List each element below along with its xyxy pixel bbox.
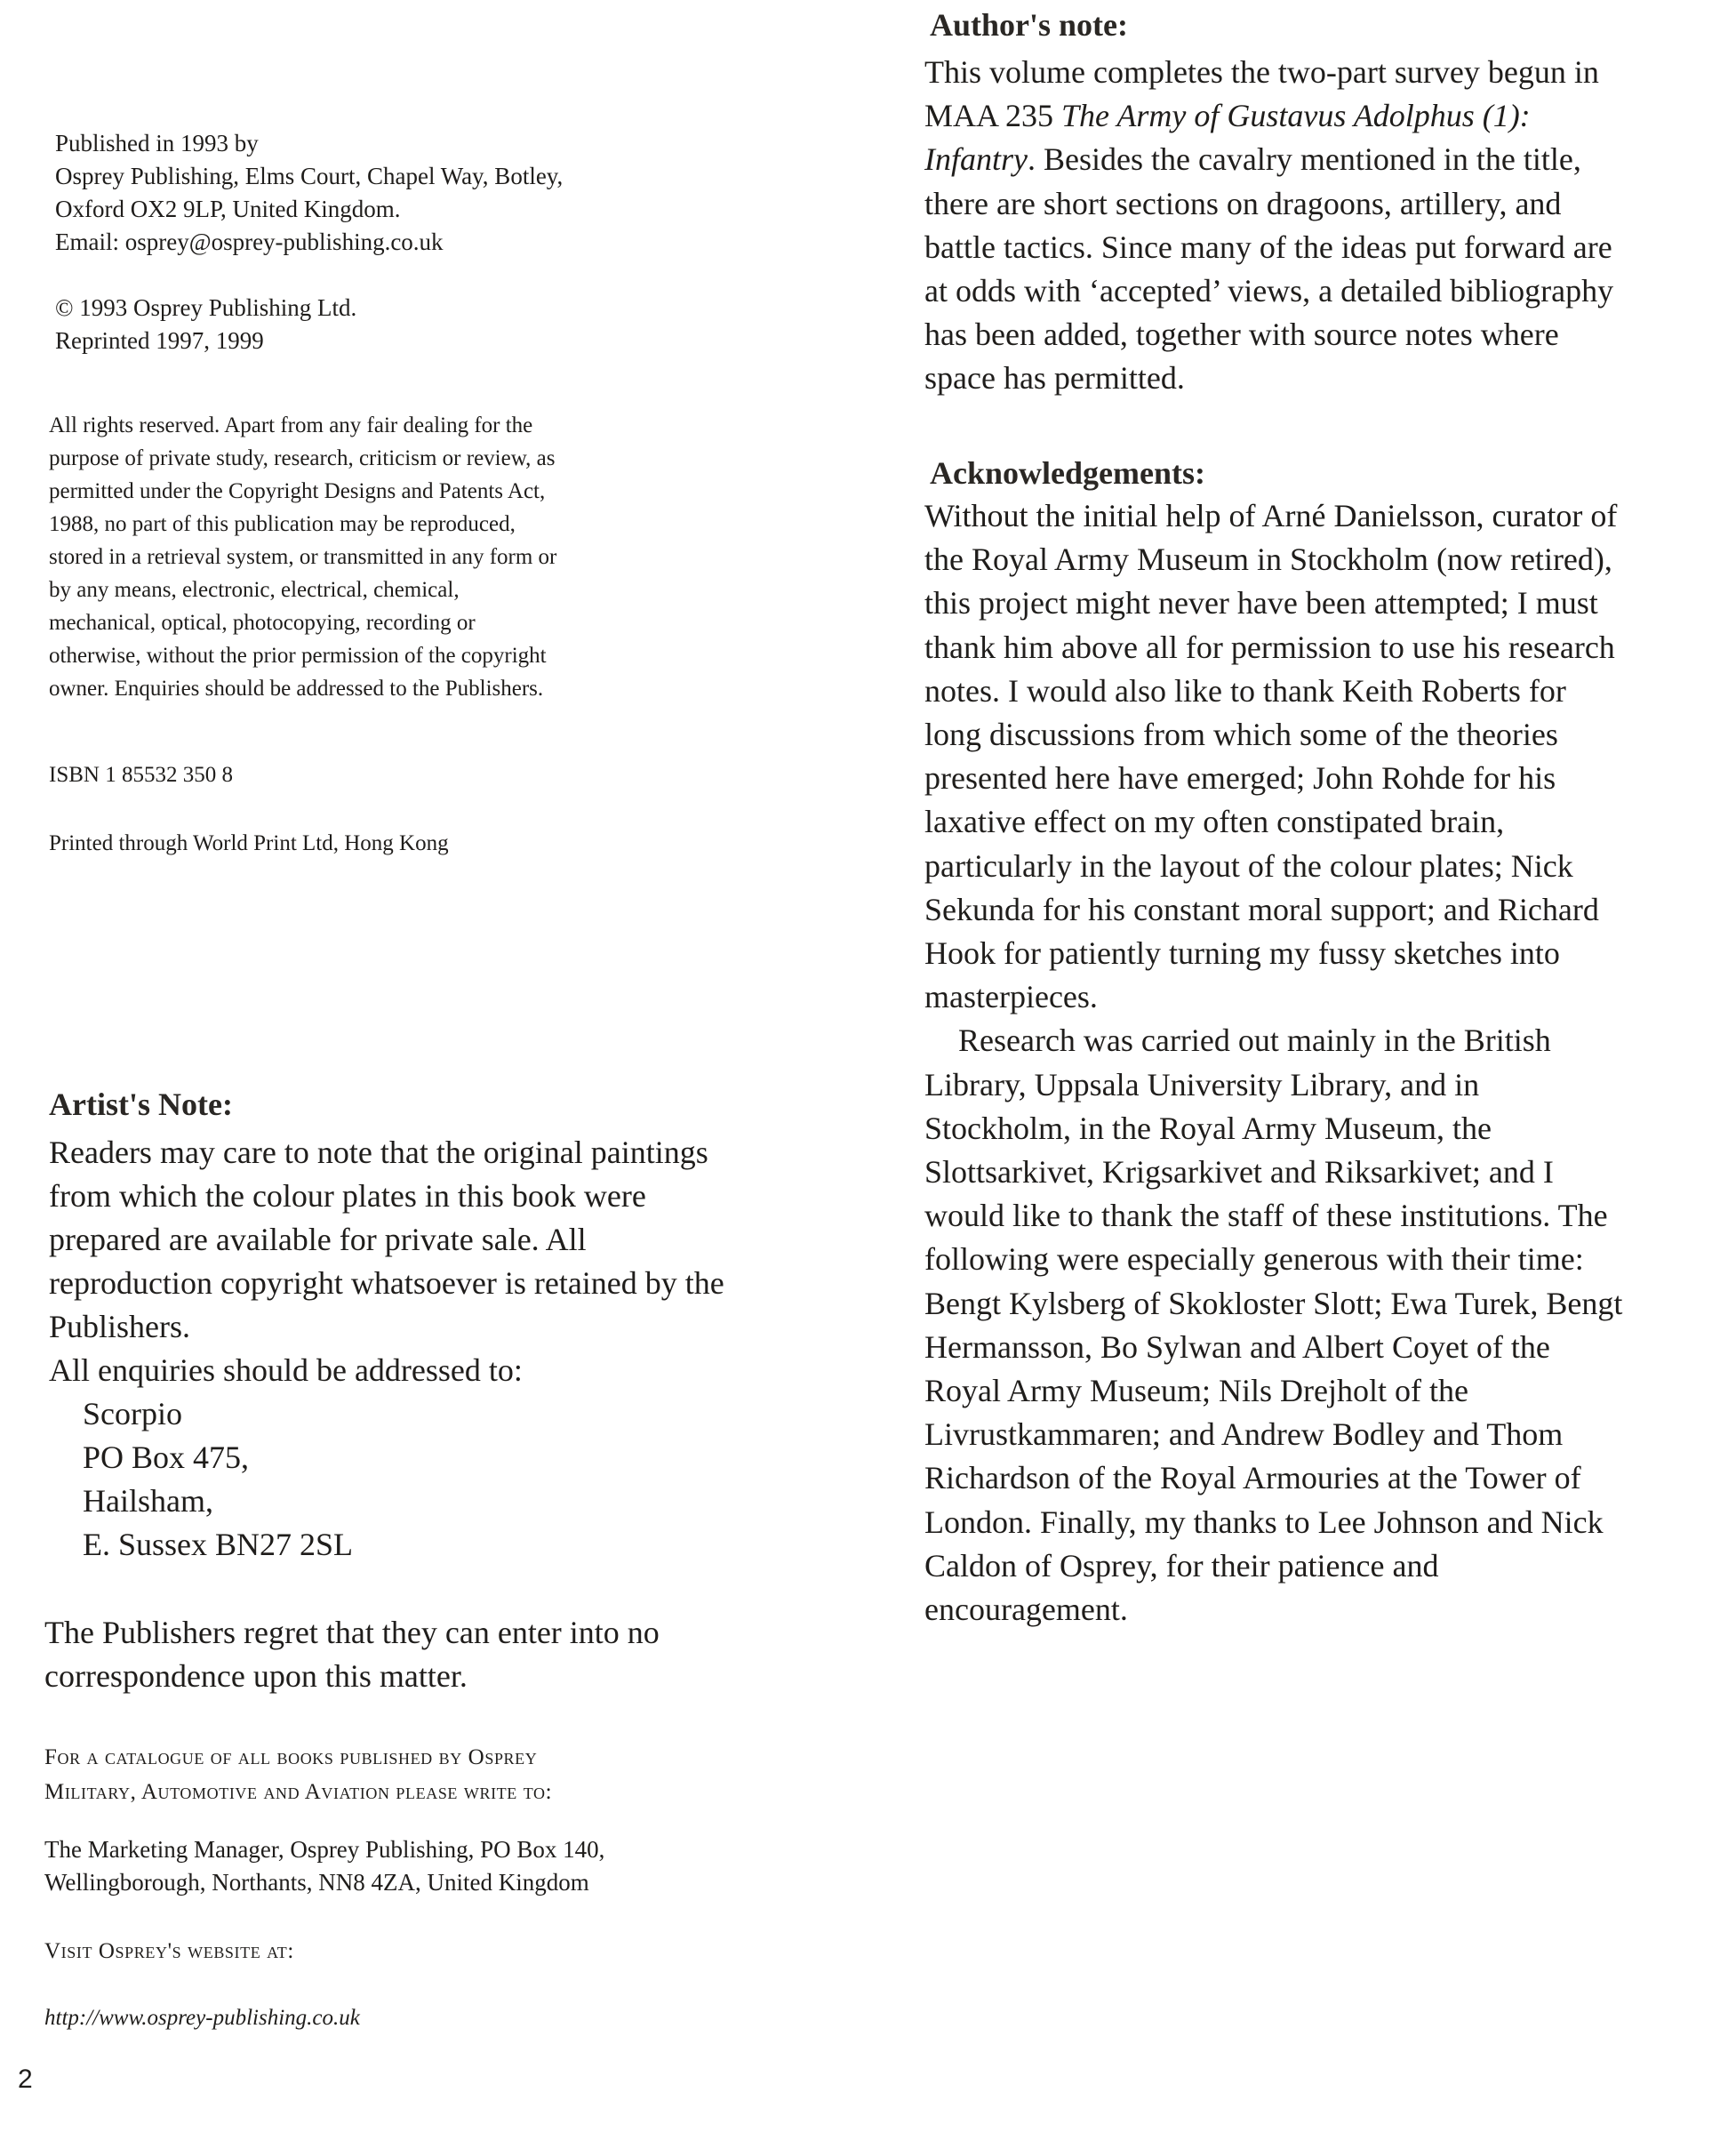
ack-line: encouragement.: [924, 1592, 1128, 1628]
acknowledgements-body: [924, 494, 1622, 1632]
rights-line: permitted under the Copyright Designs and Patents Act,: [49, 479, 546, 503]
ack-line: Library, Uppsala University Library, and in: [924, 1066, 1480, 1103]
series-ref: MAA 235: [924, 98, 1062, 134]
regret-line: correspondence upon this matter.: [44, 1658, 468, 1694]
website-heading: Visit Osprey's website at:: [44, 1939, 294, 1963]
email-line: Email: osprey@osprey-publishing.co.uk: [55, 229, 444, 255]
ack-line: Royal Army Museum; Nils Drejholt of the: [924, 1373, 1468, 1409]
address-line: Hailsham,: [83, 1483, 213, 1519]
artists-note-body: [49, 1131, 724, 1567]
rights-line: mechanical, optical, photocopying, recording or: [49, 611, 476, 635]
ack-line: London. Finally, my thanks to Lee Johnson and Nick: [924, 1504, 1604, 1540]
ack-line: notes. I would also like to thank Keith Roberts for: [924, 672, 1566, 709]
authors-note-line: has been added, together with source notes where: [924, 317, 1559, 353]
published-line: Published in 1993 by: [55, 130, 259, 156]
address-line: PO Box 475,: [83, 1439, 250, 1475]
publisher-block: [55, 127, 563, 259]
copyright-line: © 1993 Osprey Publishing Ltd.: [55, 294, 357, 321]
rights-line: All rights reserved. Apart from any fair dealing for the: [49, 413, 533, 437]
ack-line: Stockholm, in the Royal Army Museum, the: [924, 1110, 1492, 1146]
rights-line: stored in a retrieval system, or transmitted in any form or: [49, 545, 557, 569]
ack-line: Caldon of Osprey, for their patience and: [924, 1547, 1439, 1584]
catalogue-address-line: The Marketing Manager, Osprey Publishing, PO Box 140,: [44, 1836, 605, 1863]
book-title: The Army of Gustavus Adolphus (1):: [1061, 98, 1531, 134]
authors-note-line: This volume completes the two-part survey begun in: [924, 54, 1599, 90]
ack-line: this project might never have been attempted; I must: [924, 585, 1598, 621]
authors-note-line: battle tactics. Since many of the ideas put forward are: [924, 229, 1612, 265]
acknowledgements-heading: Acknowledgements:: [930, 455, 1205, 491]
ack-line: Richardson of the Royal Armouries at the Tower of: [924, 1460, 1581, 1496]
authors-note-body: [924, 51, 1613, 401]
ack-line: long discussions from which some of the theories: [924, 717, 1558, 753]
artists-note-line: reproduction copyright whatsoever is retained by the: [49, 1265, 724, 1301]
ack-line: Hook for patiently turning my fussy sketches into: [924, 935, 1560, 972]
authors-note-line: [924, 138, 1613, 181]
website-url[interactable]: http://www.osprey-publishing.co.uk: [44, 2006, 360, 2030]
right-column: [916, 0, 1733, 2141]
artists-note-line: prepared are available for private sale. All: [49, 1222, 587, 1257]
ack-line: Slottsarkivet, Krigsarkivet and Riksarkivet; and I: [924, 1154, 1554, 1191]
catalogue-heading-line: Military, Automotive and Aviation please write to:: [44, 1780, 553, 1804]
artists-note-line: Publishers.: [49, 1309, 191, 1344]
copyright-block: [55, 292, 356, 357]
regret-line: The Publishers regret that they can enter into no: [44, 1615, 660, 1650]
ack-line: Bengt Kylsberg of Skokloster Slott; Ewa Turek, Bengt: [924, 1285, 1623, 1321]
catalogue-address-line: Wellingborough, Northants, NN8 4ZA, United Kingdom: [44, 1869, 589, 1896]
page-number: 2: [18, 2065, 33, 2094]
ack-line: Research was carried out mainly in the British: [958, 1022, 1551, 1059]
rights-line: otherwise, without the prior permission of the copyright: [49, 644, 547, 668]
book-subtitle: Infantry: [924, 141, 1028, 178]
regret-block: [44, 1611, 660, 1698]
reprint-line: Reprinted 1997, 1999: [55, 327, 264, 354]
isbn: ISBN 1 85532 350 8: [49, 763, 233, 787]
ack-line: presented here have emerged; John Rohde for his: [924, 760, 1556, 797]
published-line: Oxford OX2 9LP, United Kingdom.: [55, 196, 401, 222]
rights-line: 1988, no part of this publication may be reproduced,: [49, 512, 516, 536]
ack-line: thank him above all for permission to use his research: [924, 629, 1615, 665]
ack-line: following were especially generous with their time:: [924, 1241, 1584, 1278]
rights-block: [49, 409, 556, 705]
authors-note-text: . Besides the cavalry mentioned in the title,: [1027, 141, 1581, 178]
address-line: E. Sussex BN27 2SL: [83, 1527, 354, 1562]
ack-line: the Royal Army Museum in Stockholm (now retired),: [924, 541, 1612, 578]
authors-note-line: at odds with ‘accepted’ views, a detailed bibliography: [924, 273, 1614, 309]
rights-line: purpose of private study, research, criticism or review, as: [49, 446, 556, 470]
ack-line: would like to thank the staff of these institutions. The: [924, 1198, 1608, 1234]
rights-line: by any means, electronic, electrical, chemical,: [49, 578, 460, 602]
artists-note-line: All enquiries should be addressed to:: [49, 1352, 523, 1388]
catalogue-heading-line: For a catalogue of all books published by Osprey: [44, 1745, 538, 1769]
artists-note-heading: Artist's Note:: [49, 1087, 233, 1122]
printed-line: Printed through World Print Ltd, Hong Kong: [49, 831, 449, 855]
left-column: [0, 0, 836, 2141]
ack-line: Hermansson, Bo Sylwan and Albert Coyet of the: [924, 1328, 1550, 1365]
catalogue-heading: [44, 1740, 552, 1809]
authors-note-line: space has permitted.: [924, 360, 1185, 397]
ack-line: particularly in the layout of the colour plates; Nick: [924, 847, 1573, 884]
rights-line: owner. Enquiries should be addressed to the Publishers.: [49, 677, 544, 701]
authors-note-line: [924, 94, 1613, 138]
artists-note-line: from which the colour plates in this book were: [49, 1178, 646, 1214]
ack-line: masterpieces.: [924, 979, 1098, 1015]
ack-line: Without the initial help of Arné Danielsson, curator of: [924, 498, 1618, 533]
ack-line: Sekunda for his constant moral support; and Richard: [924, 891, 1599, 927]
ack-line: Livrustkammaren; and Andrew Bodley and Thom: [924, 1416, 1564, 1453]
published-line: Osprey Publishing, Elms Court, Chapel Way, Botley,: [55, 163, 564, 189]
ack-line: laxative effect on my often constipated brain,: [924, 804, 1505, 840]
address-line: Scorpio: [83, 1396, 182, 1431]
artists-note-line: Readers may care to note that the original paintings: [49, 1135, 708, 1170]
authors-note-line: there are short sections on dragoons, artillery, and: [924, 185, 1562, 221]
catalogue-address: [44, 1833, 604, 1899]
authors-note-heading: Author's note:: [930, 7, 1128, 43]
